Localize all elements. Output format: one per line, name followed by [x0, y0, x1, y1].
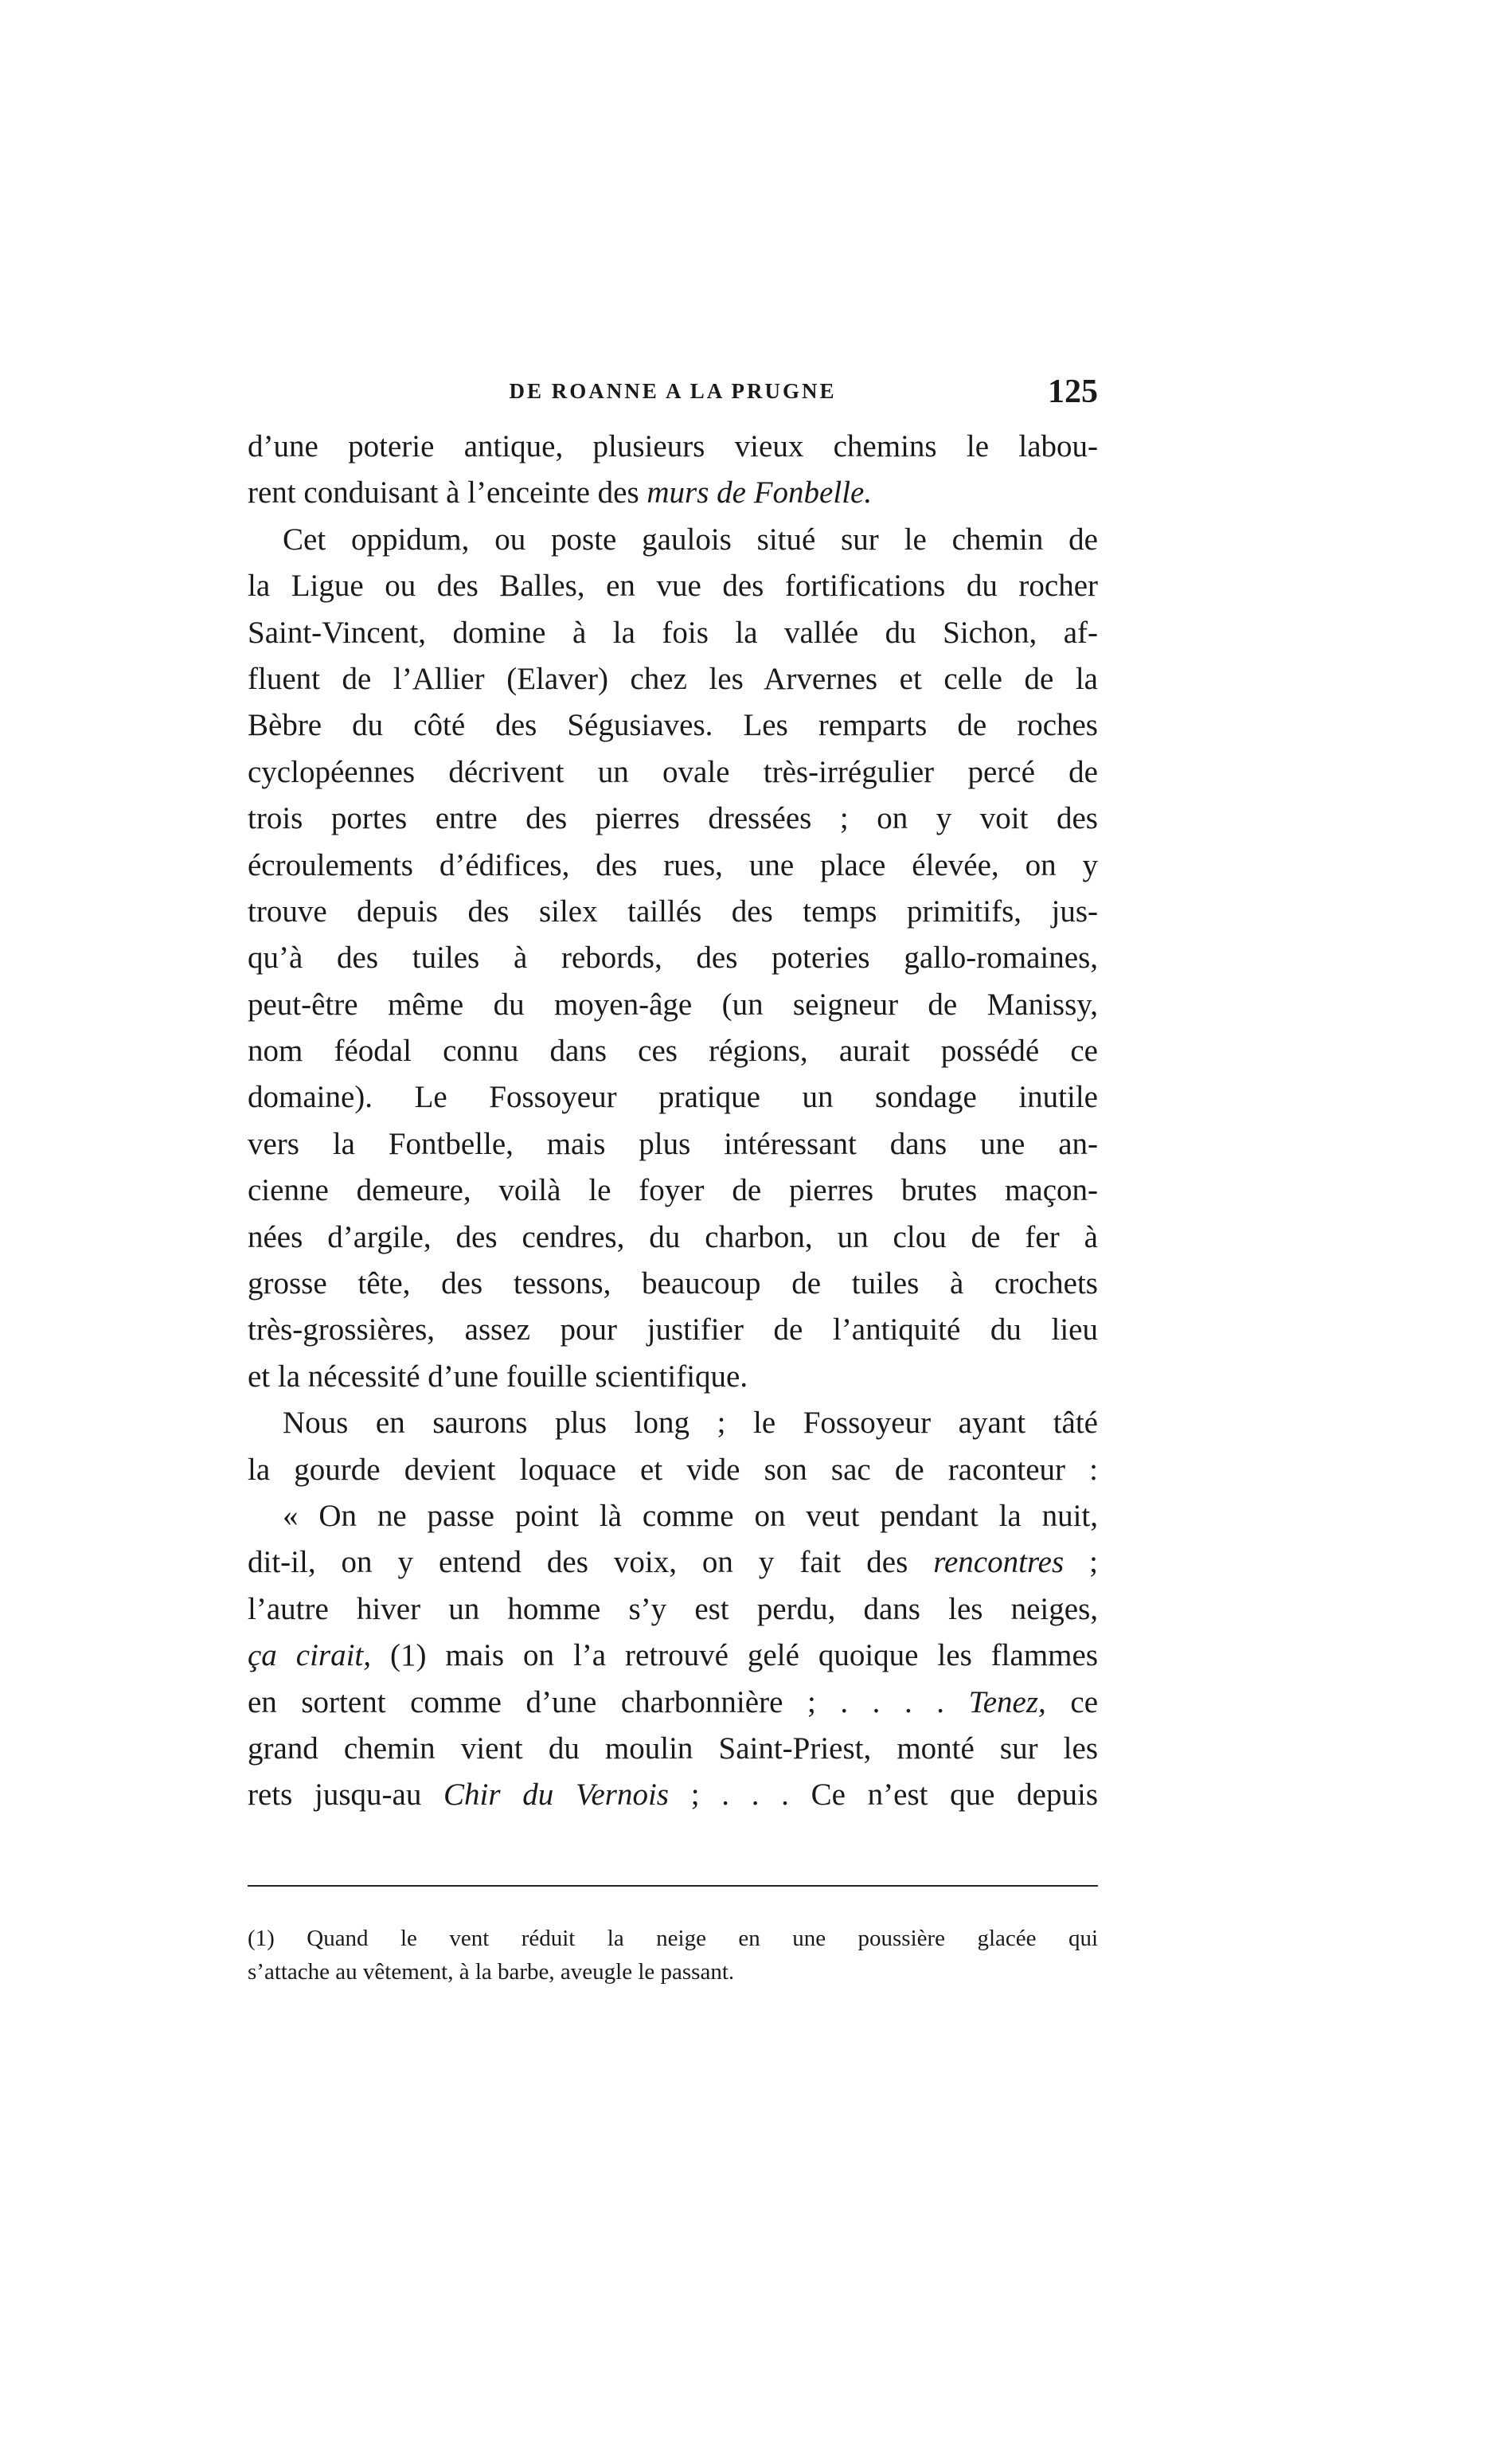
text-line: [248, 1680, 1098, 1726]
text-segment: rets jusqu-au: [248, 1778, 444, 1813]
text-line: [248, 702, 1098, 749]
text-line: [248, 563, 1098, 609]
text-segment: Saint-Vincent, domine à la fois la vallée du Sichon, af-: [248, 615, 1098, 650]
text-segment: Bèbre du côté des Ségusiaves. Les remparts de roches: [248, 708, 1098, 743]
text-segment: cienne demeure, voilà le foyer de pierres brutes maçon-: [248, 1173, 1098, 1208]
text-line: [248, 1400, 1098, 1446]
text-line: [248, 1447, 1098, 1493]
text-segment: et la nécessité d’une fouille scientifique.: [248, 1359, 748, 1394]
text-line: [248, 656, 1098, 702]
text-line: [248, 1167, 1098, 1214]
text-segment: qu’à des tuiles à rebords, des poteries gallo-romaines,: [248, 941, 1098, 976]
footnote-line: (1) Quand le vent réduit la neige en une poussière glacée qui: [248, 1926, 1098, 1951]
text-segment: la gourde devient loquace et vide son sac de raconteur :: [248, 1452, 1098, 1487]
text-line: [248, 1772, 1098, 1818]
text-segment: (1) mais on l’a retrouvé gelé quoique les flammes: [371, 1638, 1098, 1673]
text-line: [248, 1261, 1098, 1307]
text-line: [248, 935, 1098, 981]
text-line: [248, 1028, 1098, 1074]
text-segment: Cet oppidum, ou poste gaulois situé sur le chemin de: [283, 522, 1098, 557]
text-segment: « On ne passe point là comme on veut pendant la nuit,: [283, 1498, 1098, 1533]
body-text: [248, 424, 1098, 1819]
text-segment: dit-il, on y entend des voix, on y fait des: [248, 1545, 934, 1580]
text-segment: peut-être même du moyen-âge (un seigneur de Manissy,: [248, 987, 1098, 1022]
italic-text: Tenez,: [968, 1684, 1046, 1719]
text-line: [248, 843, 1098, 889]
text-segment: nées d’argile, des cendres, du charbon, un clou de fer à: [248, 1219, 1098, 1254]
text-line: [248, 470, 1098, 516]
text-segment: ;: [1064, 1545, 1098, 1580]
text-segment: écroulements d’édifices, des rues, une place élevée, on y: [248, 847, 1098, 882]
text-segment: trouve depuis des silex taillés des temps primitifs, jus-: [248, 894, 1098, 929]
text-segment: rent conduisant à l’enceinte des: [248, 475, 647, 510]
text-segment: grosse tête, des tessons, beaucoup de tuiles à crochets: [248, 1266, 1098, 1301]
text-line: [248, 1354, 1098, 1400]
text-segment: nom féodal connu dans ces régions, aurait possédé ce: [248, 1034, 1098, 1069]
text-line: [248, 1633, 1098, 1679]
text-line: [248, 610, 1098, 656]
page-header: [248, 373, 1098, 413]
page-number: 125: [1048, 374, 1098, 410]
italic-text: murs de Fonbelle.: [647, 475, 873, 510]
text-line: [248, 1074, 1098, 1121]
text-segment: domaine). Le Fossoyeur pratique un sondage inutile: [248, 1080, 1098, 1115]
text-segment: Nous en saurons plus long ; le Fossoyeur ayant tâté: [283, 1406, 1098, 1441]
footnote-divider: [248, 1885, 1098, 1887]
text-segment: trois portes entre des pierres dressées ; on y voit des: [248, 801, 1098, 836]
text-segment: l’autre hiver un homme s’y est perdu, dans les neiges,: [248, 1591, 1098, 1626]
text-line: [248, 1493, 1098, 1539]
text-segment: fluent de l’Allier (Elaver) chez les Arvernes et celle de la: [248, 661, 1098, 696]
text-segment: ; . . . Ce n’est que depuis: [669, 1778, 1098, 1813]
text-line: [248, 424, 1098, 470]
text-segment: d’une poterie antique, plusieurs vieux chemins le labou-: [248, 429, 1098, 463]
text-line: [248, 1586, 1098, 1633]
text-line: [248, 1539, 1098, 1586]
text-segment: en sortent comme d’une charbonnière ; . . . .: [248, 1684, 969, 1719]
text-segment: cyclopéennes décrivent un ovale très-irrégulier percé de: [248, 754, 1098, 789]
text-line: [248, 1307, 1098, 1353]
text-line: [248, 796, 1098, 842]
italic-text: rencontres: [933, 1545, 1065, 1580]
text-line: [248, 749, 1098, 796]
text-segment: très-grossières, assez pour justifier de l’antiquité du lieu: [248, 1312, 1098, 1347]
italic-text: Chir du Vernois: [443, 1778, 669, 1813]
text-line: [248, 1726, 1098, 1772]
running-title: DE ROANNE A LA PRUGNE: [509, 379, 837, 403]
text-line: [248, 889, 1098, 935]
text-segment: la Ligue ou des Balles, en vue des fortifications du rocher: [248, 569, 1098, 604]
italic-text: ça cirait,: [248, 1638, 372, 1673]
text-line: [248, 1214, 1098, 1261]
text-line: [248, 517, 1098, 563]
text-segment: grand chemin vient du moulin Saint-Priest, monté sur les: [248, 1731, 1098, 1766]
text-line: [248, 1121, 1098, 1167]
footnote: [248, 1922, 1098, 1989]
text-segment: ce: [1045, 1684, 1098, 1719]
text-line: [248, 982, 1098, 1028]
text-segment: vers la Fontbelle, mais plus intéressant dans une an-: [248, 1126, 1098, 1161]
footnote-line: s’attache au vêtement, à la barbe, aveugle le passant.: [248, 1959, 735, 1985]
